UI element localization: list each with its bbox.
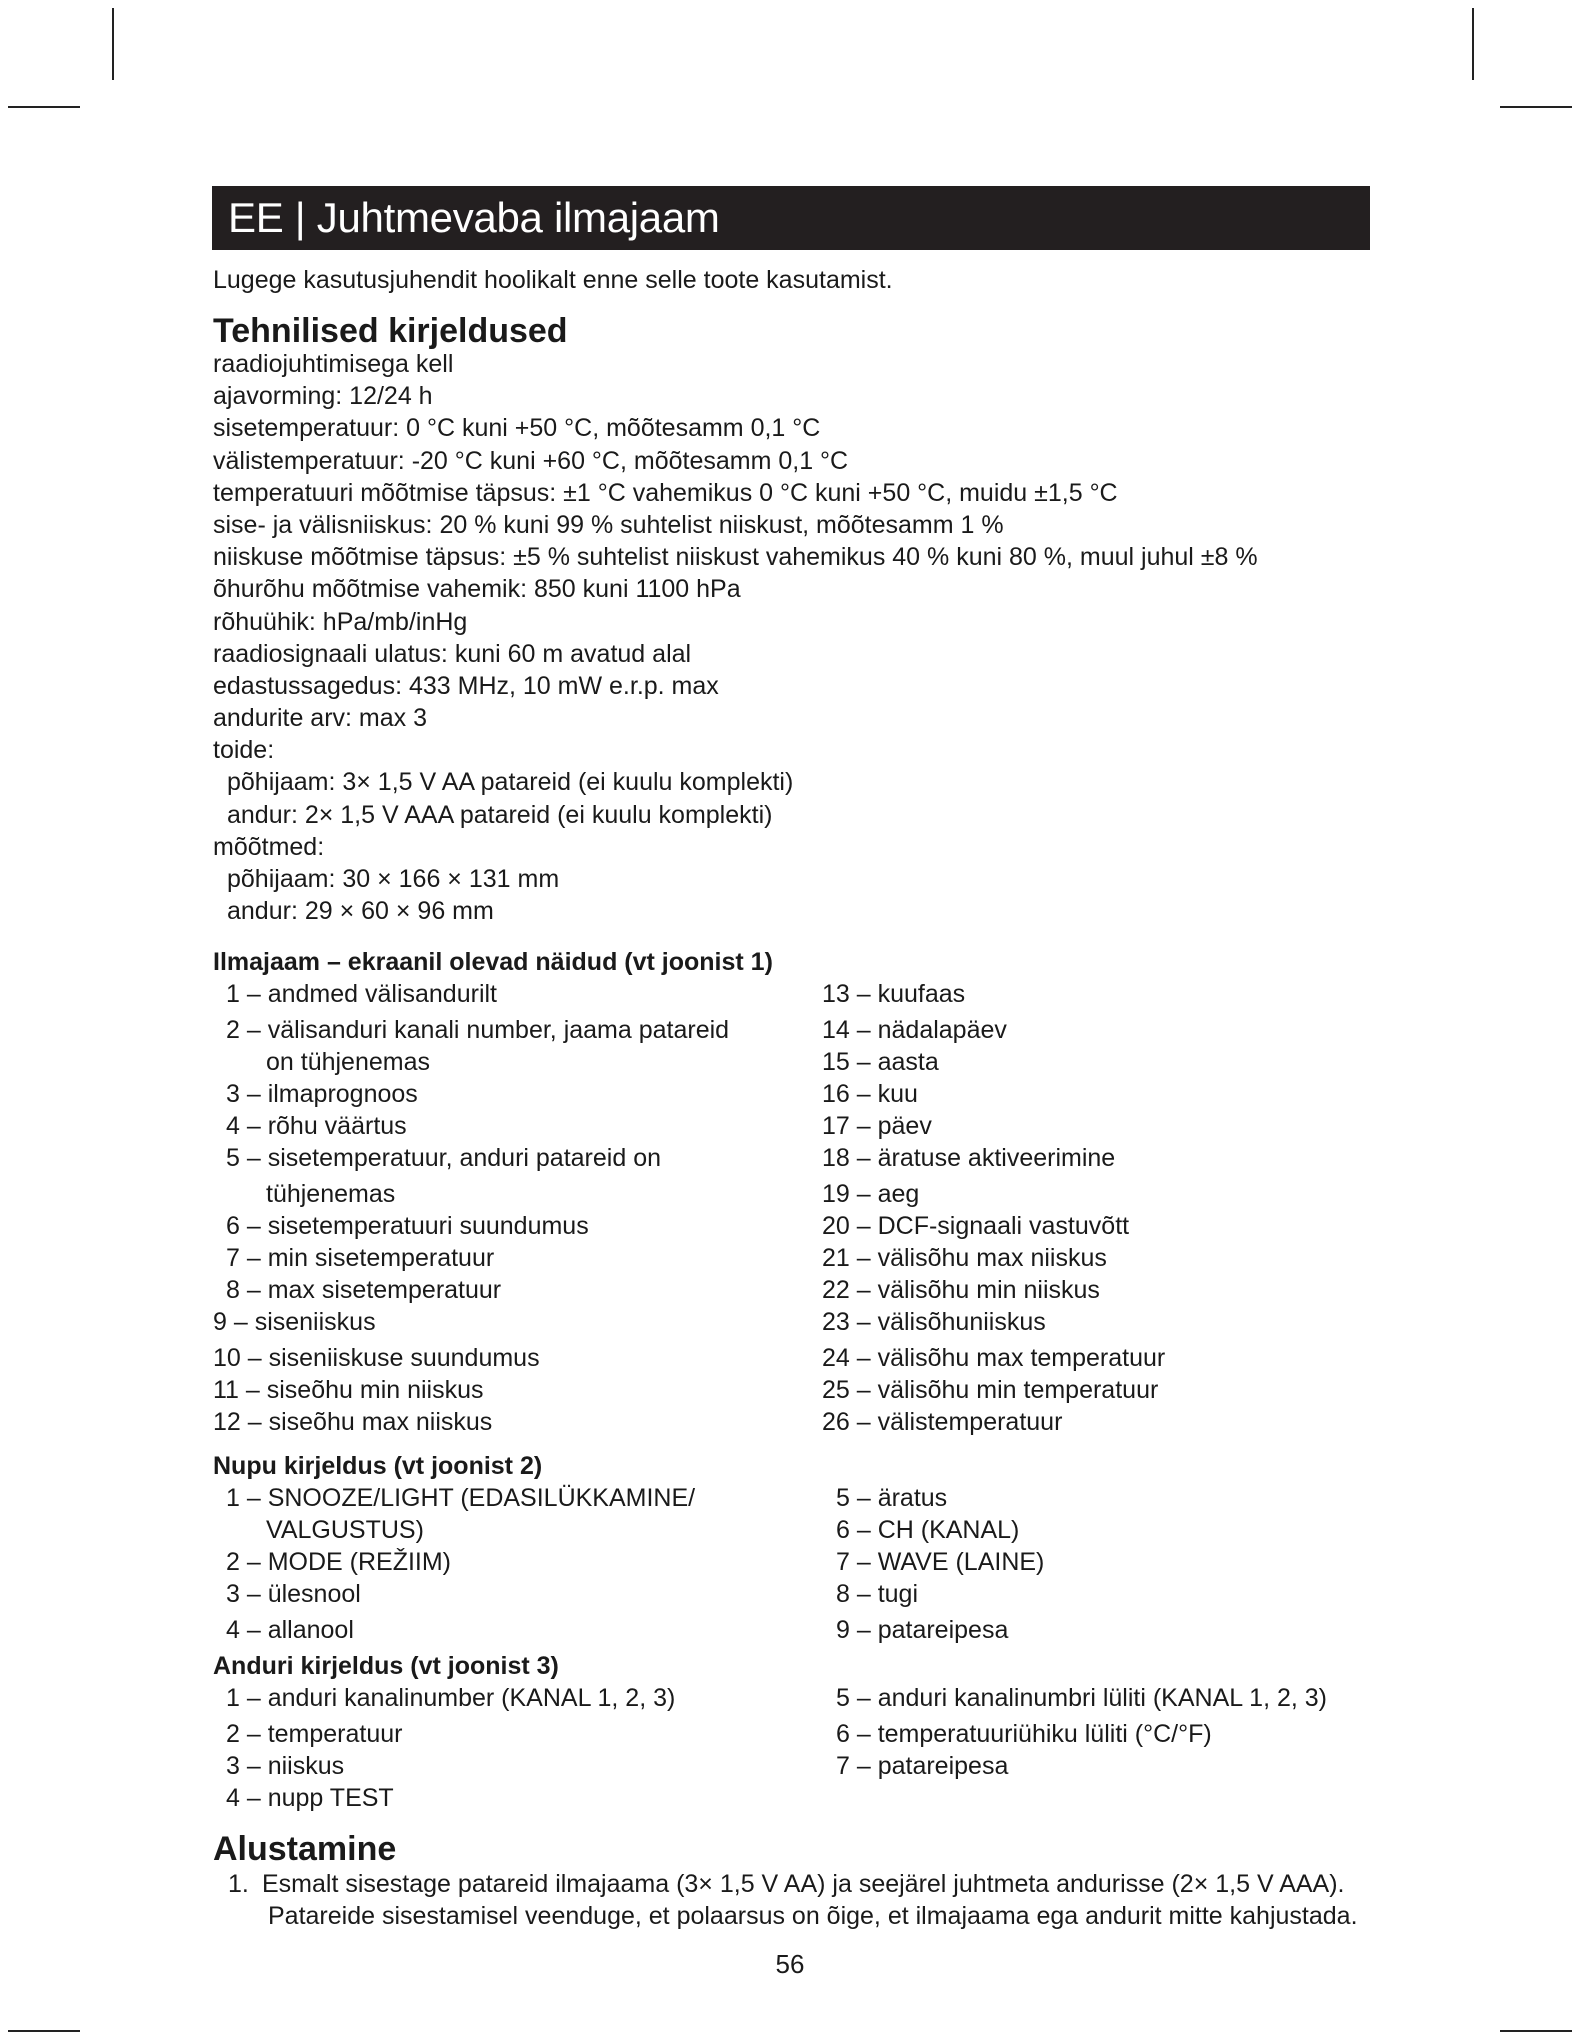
list-item: 5 – sisetemperatuur, anduri patareid on: [226, 1144, 661, 1172]
specs-list: [213, 348, 1363, 927]
list-item: 9 – patareipesa: [836, 1616, 1009, 1644]
list-item: 1 – anduri kanalinumber (KANAL 1, 2, 3): [226, 1684, 676, 1712]
list-item: 17 – päev: [822, 1112, 932, 1140]
list-item-continuation: VALGUSTUS): [266, 1516, 424, 1544]
list-item-continuation: tühjenemas: [266, 1180, 396, 1208]
intro-text: Lugege kasutusjuhendit hoolikalt enne selle toote kasutamist.: [213, 266, 893, 294]
list-item: 14 – nädalapäev: [822, 1016, 1007, 1044]
sensor-list-right: [836, 1682, 1356, 1832]
list-item: 18 – äratuse aktiveerimine: [822, 1144, 1116, 1172]
spec-line: sisetemperatuur: 0 °C kuni +50 °C, mõõtesamm 0,1 °C: [213, 414, 821, 443]
spec-line: välistemperatuur: -20 °C kuni +60 °C, mõõtesamm 0,1 °C: [213, 446, 849, 475]
spec-line: edastussagedus: 433 MHz, 10 mW e.r.p. max: [213, 671, 719, 700]
list-item: 1 – andmed välisandurilt: [226, 980, 497, 1008]
list-item: 10 – siseniiskuse suundumus: [213, 1344, 540, 1372]
list-item: 16 – kuu: [822, 1080, 918, 1108]
section-header: EE | Juhtmevaba ilmajaam: [212, 186, 1370, 250]
list-item: 9 – siseniiskus: [213, 1308, 376, 1336]
list-item: 19 – aeg: [822, 1180, 920, 1208]
crop-mark-bottom-right-horizontal: [1500, 2030, 1572, 2032]
step-text: Esmalt sisestage patareid ilmajaama (3× 1,5 V AA) ja seejärel juhtmeta andurisse (2× 1,5 V AAA).: [262, 1870, 1345, 1898]
list-item: 20 – DCF-signaali vastuvõtt: [822, 1212, 1130, 1240]
list-item: 2 – MODE (REŽIIM): [226, 1548, 452, 1576]
list-item: 5 – äratus: [836, 1484, 948, 1512]
spec-line: põhijaam: 3× 1,5 V AA patareid (ei kuulu komplekti): [227, 768, 794, 797]
list-item: 7 – WAVE (LAINE): [836, 1548, 1045, 1576]
spec-line: andurite arv: max 3: [213, 704, 427, 733]
list-item: 5 – anduri kanalinumbri lüliti (KANAL 1, 2, 3): [836, 1684, 1327, 1712]
list-item-continuation: on tühjenemas: [266, 1048, 431, 1076]
list-item: 1 – SNOOZE/LIGHT (EDASILÜKKAMINE/: [226, 1484, 696, 1512]
crop-mark-top-left-horizontal: [8, 106, 80, 108]
list-item: 7 – patareipesa: [836, 1752, 1009, 1780]
spec-line: toide:: [213, 736, 275, 765]
crop-mark-top-right-horizontal: [1500, 106, 1572, 108]
spec-line: õhurõhu mõõtmise vahemik: 850 kuni 1100 hPa: [213, 575, 741, 604]
start-steps: [228, 1868, 1358, 1932]
spec-line: mõõtmed:: [213, 832, 325, 861]
list-item: 3 – ilmaprognoos: [226, 1080, 418, 1108]
sensor-list-left: [226, 1682, 786, 1832]
list-item: 25 – välisõhu min temperatuur: [822, 1376, 1159, 1404]
step-text-continuation: Patareide sisestamisel veenduge, et polaarsus on õige, et ilmajaama ega andurit mitte kahjustada.: [268, 1902, 1358, 1930]
specs-heading: Tehnilised kirjeldused: [213, 312, 568, 350]
list-item: 4 – nupp TEST: [226, 1784, 394, 1812]
list-item: 4 – allanool: [226, 1616, 354, 1644]
display-list-right: [822, 978, 1362, 1438]
list-item: 26 – välistemperatuur: [822, 1408, 1063, 1436]
step-item: [228, 1868, 1358, 1900]
spec-line: ajavorming: 12/24 h: [213, 382, 433, 411]
list-item: 8 – tugi: [836, 1580, 919, 1608]
list-item: 23 – välisõhuniiskus: [822, 1308, 1046, 1336]
crop-mark-top-left-vertical: [112, 8, 114, 80]
spec-line: sise- ja välisniiskus: 20 % kuni 99 % suhtelist niiskust, mõõtesamm 1 %: [213, 510, 1004, 539]
list-item: 3 – ülesnool: [226, 1580, 361, 1608]
list-item: 7 – min sisetemperatuur: [226, 1244, 495, 1272]
spec-line: niiskuse mõõtmise täpsus: ±5 % suhtelist niiskust vahemikus 40 % kuni 80 %, muul juhul ±8 %: [213, 543, 1258, 572]
list-item: 8 – max sisetemperatuur: [226, 1276, 502, 1304]
list-item: 6 – sisetemperatuuri suundumus: [226, 1212, 589, 1240]
display-heading: Ilmajaam – ekraanil olevad näidud (vt joonist 1): [213, 948, 773, 976]
spec-line: andur: 2× 1,5 V AAA patareid (ei kuulu komplekti): [227, 800, 773, 829]
sensor-heading: Anduri kirjeldus (vt joonist 3): [213, 1652, 559, 1680]
spec-line: andur: 29 × 60 × 96 mm: [227, 897, 494, 926]
list-item: 24 – välisõhu max temperatuur: [822, 1344, 1166, 1372]
buttons-heading: Nupu kirjeldus (vt joonist 2): [213, 1452, 543, 1480]
buttons-list-right: [836, 1482, 1356, 1662]
list-item: 6 – CH (KANAL): [836, 1516, 1020, 1544]
list-item: 15 – aasta: [822, 1048, 939, 1076]
list-item: 3 – niiskus: [226, 1752, 345, 1780]
display-list-left: [213, 978, 786, 1438]
list-item: 21 – välisõhu max niiskus: [822, 1244, 1107, 1272]
list-item: 22 – välisõhu min niiskus: [822, 1276, 1100, 1304]
list-item: 2 – välisanduri kanali number, jaama patareid: [226, 1016, 730, 1044]
spec-line: raadiosignaali ulatus: kuni 60 m avatud alal: [213, 639, 692, 668]
start-heading: Alustamine: [213, 1830, 397, 1868]
list-item: 4 – rõhu väärtus: [226, 1112, 407, 1140]
buttons-list-left: [226, 1482, 786, 1662]
list-item: 12 – siseõhu max niiskus: [213, 1408, 493, 1436]
list-item: 13 – kuufaas: [822, 980, 966, 1008]
spec-line: põhijaam: 30 × 166 × 131 mm: [227, 865, 560, 893]
list-item: 11 – siseõhu min niiskus: [213, 1376, 484, 1404]
step-number: 1.: [228, 1870, 249, 1898]
crop-mark-top-right-vertical: [1472, 8, 1474, 80]
list-item: 6 – temperatuuriühiku lüliti (°C/°F): [836, 1720, 1212, 1748]
list-item: 2 – temperatuur: [226, 1720, 403, 1748]
spec-line: temperatuuri mõõtmise täpsus: ±1 °C vahemikus 0 °C kuni +50 °C, muidu ±1,5 °C: [213, 478, 1118, 507]
spec-line: raadiojuhtimisega kell: [213, 350, 454, 378]
page-number: 56: [775, 1949, 805, 1979]
crop-mark-bottom-left-horizontal: [8, 2030, 80, 2032]
spec-line: rõhuühik: hPa/mb/inHg: [213, 607, 468, 636]
